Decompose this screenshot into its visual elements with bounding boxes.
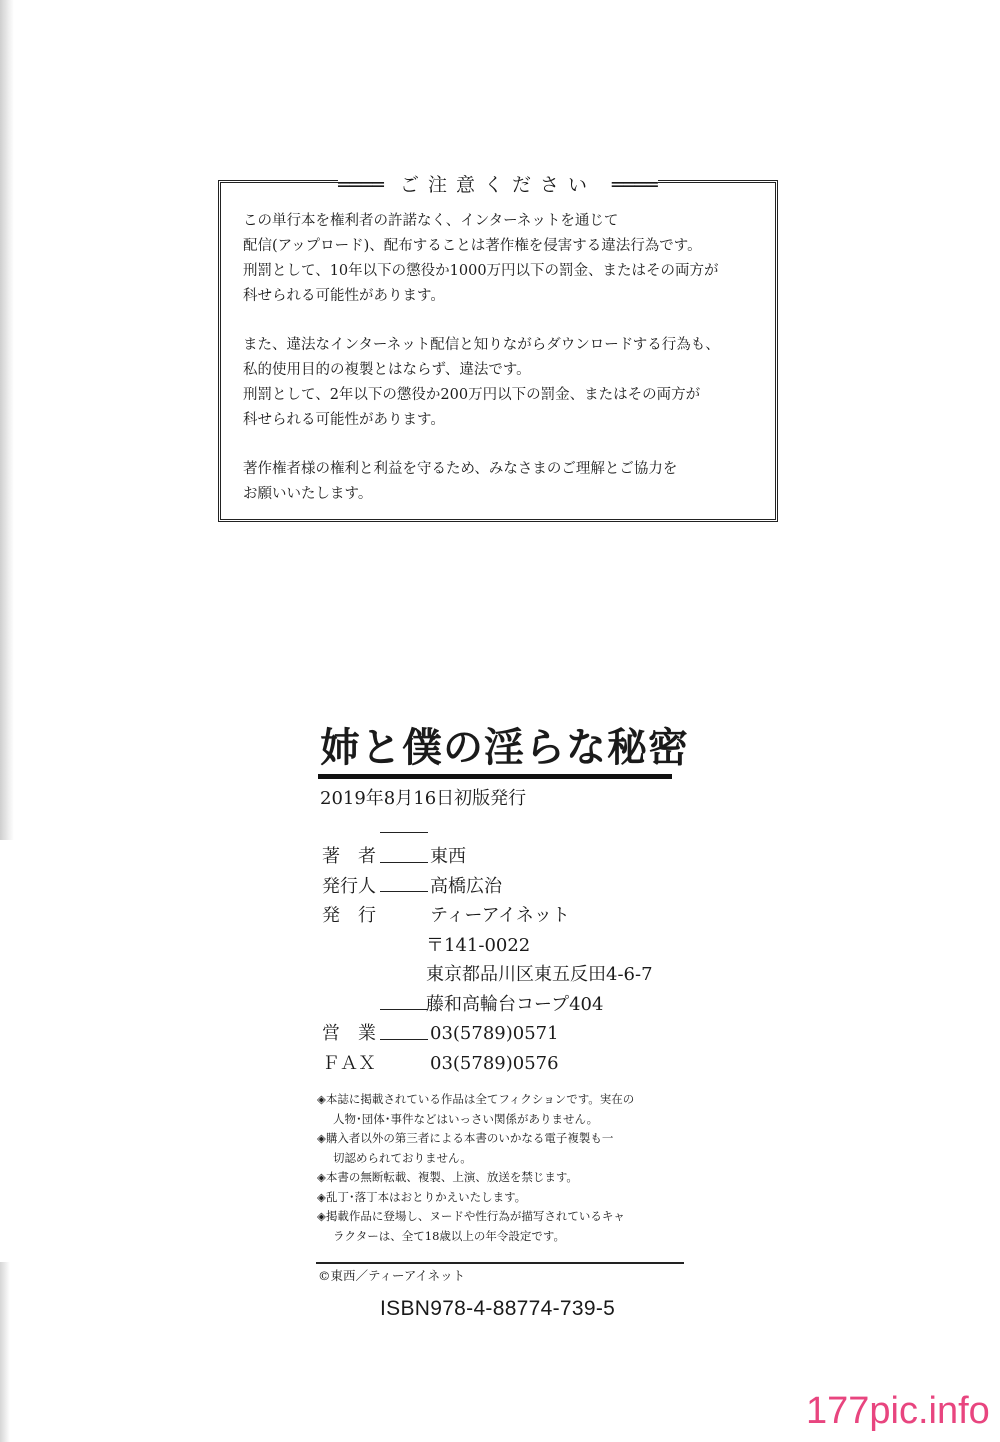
notes-rule: [316, 1262, 684, 1264]
address-line-1: 東京都品川区東五反田4-6-7: [426, 964, 653, 985]
note-line: ◈購入者以外の第三者による本書のいかなる電子複製も一: [317, 1131, 614, 1145]
address-line-2: 藤和高輪台コープ404: [426, 993, 604, 1015]
sales-phone: 03(5789)0571: [430, 1023, 559, 1044]
page-edge-shadow: [0, 0, 14, 840]
publisher-person-name: 高橋広治: [430, 875, 502, 897]
leader-line: [380, 1039, 428, 1040]
publisher-person-label: 発行人: [322, 875, 376, 897]
note-line: ◈本書の無断転載、複製、上演、放送を禁じます。: [317, 1170, 578, 1184]
watermark-text: 177pic.info: [802, 1390, 994, 1433]
notice-title: ご注意ください: [390, 174, 606, 196]
leader-line: [380, 891, 428, 892]
title-ornament-right: ════: [606, 174, 658, 196]
note-line: ◈掲載作品に登場し、ヌードや性行為が描写されているキャ: [317, 1209, 625, 1223]
author-label: 著 者: [322, 846, 376, 867]
note-line: ◈乱丁･落丁本はおとりかえいたします。: [317, 1189, 527, 1204]
title-ornament-left: ════: [338, 174, 390, 196]
publication-date: 2019年8月16日初版発行: [320, 788, 527, 809]
fax-number: 03(5789)0576: [430, 1052, 559, 1074]
publisher-name: ティーアイネット: [430, 905, 570, 926]
book-title: 姉と僕の淫らな秘密: [320, 724, 689, 771]
leader-line: [380, 832, 428, 833]
notice-body: [243, 209, 763, 531]
legal-notes: [317, 1090, 687, 1246]
publisher-label: 発 行: [322, 905, 376, 926]
colophon-info: [322, 842, 653, 1078]
notice-paragraph: この単行本を権利者の許諾なく、インターネットを通じて 配信(アップロード)、配布することは著作権を侵害する違法行為です。 刑罰として、10年以下の懲役か1000万円以下の罰金、またはその両方が 科せられる可能性があります。: [243, 213, 719, 304]
notice-title-bar: [221, 170, 775, 197]
sales-row: [322, 1019, 653, 1049]
sales-label: 営 業: [322, 1023, 376, 1044]
notice-paragraph: また、違法なインターネット配信と知りながらダウンロードする行為も、 私的使用目的の複製とはならず、違法です。 刑罰として、2年以下の懲役か200万円以下の罰金、またはその両方が 科せられる可能性があります。: [243, 337, 720, 428]
author-row: [322, 842, 653, 872]
fax-label: ＦＡＸ: [322, 1052, 376, 1074]
copyright-line: ©東西／ティーアイネット: [318, 1268, 466, 1283]
author-name: 東西: [430, 846, 466, 867]
postal-code: 〒141-0022: [426, 934, 531, 956]
isbn: ISBN978-4-88774-739-5: [380, 1297, 616, 1320]
title-rule: [318, 774, 672, 779]
note-line: 人物･団体･事件などはいっさい関係がありません。: [333, 1111, 599, 1126]
note-line: 切認められておりません。: [333, 1150, 472, 1165]
notice-paragraph: 著作権者様の権利と利益を守るため、みなさまのご理解とご協力を お願いいたします。: [243, 461, 678, 502]
page-edge-shadow-lower: [0, 1262, 10, 1442]
note-line: ラクターは、全て18歳以上の年令設定です。: [333, 1228, 565, 1243]
fax-row: [322, 1049, 653, 1079]
publisher-row: [322, 901, 653, 931]
note-line: ◈本誌に掲載されている作品は全てフィクションです。実在の: [317, 1092, 635, 1106]
leader-line: [380, 862, 428, 863]
leader-line: [380, 1009, 428, 1010]
publisher-person-row: [322, 872, 653, 902]
copyright-notice-box: [218, 174, 778, 522]
